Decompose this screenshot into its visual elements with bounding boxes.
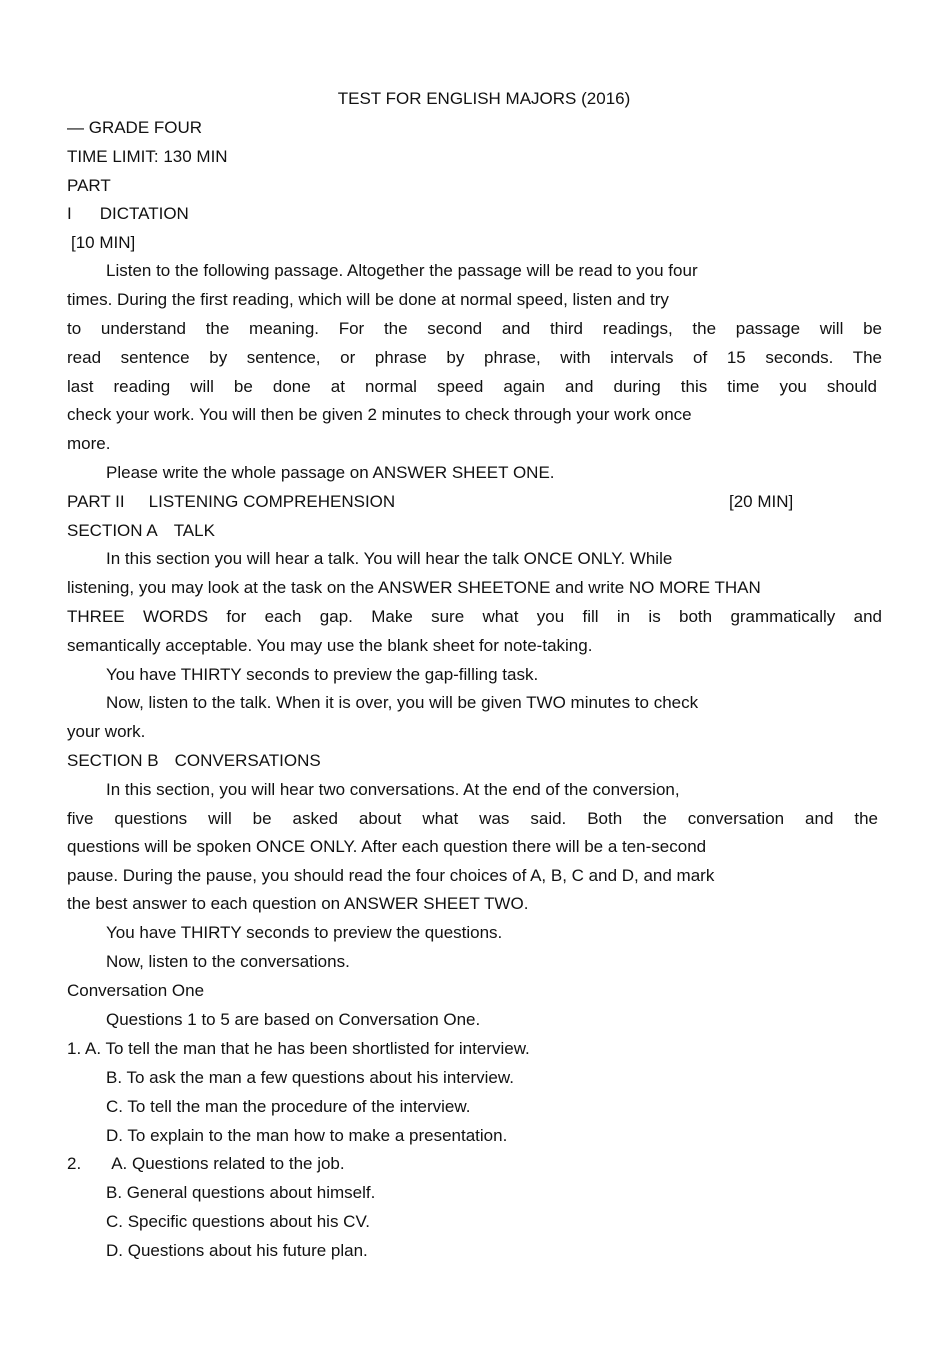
part1-heading (67, 204, 189, 224)
paragraph-line: pause. During the pause, you should read the four choices of A, B, C and D, and mark (67, 866, 715, 885)
part1-number: I (67, 204, 72, 223)
paragraph-line: more. (67, 434, 111, 453)
sectionA-label: SECTION A (67, 521, 158, 540)
paragraph-line: Listen to the following passage. Altogether the passage will be read to you four (106, 261, 698, 280)
paragraph-line: check your work. You will then be given 2 minutes to check through your work once (67, 405, 692, 424)
part2-label: PART II (67, 492, 125, 511)
paragraph-line: questions will be spoken ONCE ONLY. After each question there will be a ten-second (67, 837, 707, 856)
sectionB-name: CONVERSATIONS (174, 751, 321, 770)
part1-label: PART (67, 176, 111, 195)
choice-c: C. To tell the man the procedure of the interview. (106, 1097, 471, 1116)
doc-title: TEST FOR ENGLISH MAJORS (2016) (337, 89, 631, 108)
paragraph-line: Please write the whole passage on ANSWER SHEET ONE. (106, 463, 555, 482)
choice-c: C. Specific questions about his CV. (106, 1212, 370, 1231)
paragraph-line: read sentence by sentence, or phrase by phrase, with intervals of 15 seconds. The (67, 348, 882, 367)
question-number: 1. (67, 1039, 82, 1058)
sectionA-name: TALK (173, 521, 215, 540)
choice-a: A. To tell the man that he has been shortlisted for interview. (84, 1039, 530, 1058)
paragraph-line: Now, listen to the conversations. (106, 952, 350, 971)
choice-d: D. To explain to the man how to make a presentation. (106, 1126, 508, 1145)
paragraph-line: You have THIRTY seconds to preview the gap-filling task. (106, 665, 539, 684)
paragraph-line: times. During the first reading, which will be done at normal speed, listen and try (67, 290, 669, 309)
paragraph-line: listening, you may look at the task on the ANSWER SHEETONE and write NO MORE THAN (67, 578, 761, 597)
part1-name: DICTATION (99, 204, 189, 223)
paragraph-line: In this section you will hear a talk. You will hear the talk ONCE ONLY. While (106, 549, 673, 568)
choice-b: B. To ask the man a few questions about his interview. (106, 1068, 514, 1087)
choice-a: A. Questions related to the job. (111, 1154, 345, 1173)
grade-line: — GRADE FOUR (67, 118, 203, 137)
choice-b: B. General questions about himself. (106, 1183, 376, 1202)
part2-name: LISTENING COMPREHENSION (148, 492, 396, 511)
sectionA-heading (67, 521, 215, 541)
paragraph-line: In this section, you will hear two conversations. At the end of the conversion, (106, 780, 680, 799)
conversation-intro: Questions 1 to 5 are based on Conversation One. (106, 1010, 481, 1029)
paragraph-line: Now, listen to the talk. When it is over, you will be given TWO minutes to check (106, 693, 699, 712)
question-number: 2. (67, 1154, 82, 1173)
part1-time: [10 MIN] (71, 233, 136, 252)
sectionB-label: SECTION B (67, 751, 159, 770)
paragraph-line: semantically acceptable. You may use the blank sheet for note-taking. (67, 636, 593, 655)
paragraph-line: to understand the meaning. For the second and third readings, the passage will be (67, 319, 882, 338)
paragraph-line: last reading will be done at normal speed again and during this time you should (67, 377, 877, 396)
question-2 (67, 1154, 345, 1174)
paragraph-line: the best answer to each question on ANSWER SHEET TWO. (67, 894, 529, 913)
sectionB-heading (67, 751, 321, 771)
paragraph-line: You have THIRTY seconds to preview the questions. (106, 923, 503, 942)
paragraph-line: THREE WORDS for each gap. Make sure what you fill in is both grammatically and (67, 607, 882, 626)
question-1 (67, 1039, 530, 1059)
part2-heading (67, 492, 882, 512)
paragraph-line: five questions will be asked about what was said. Both the conversation and the (67, 809, 878, 828)
choice-d: D. Questions about his future plan. (106, 1241, 368, 1260)
paragraph-line: your work. (67, 722, 146, 741)
conversation-heading: Conversation One (67, 981, 205, 1000)
part2-time: [20 MIN] (729, 492, 794, 511)
time-limit: TIME LIMIT: 130 MIN (67, 147, 228, 166)
